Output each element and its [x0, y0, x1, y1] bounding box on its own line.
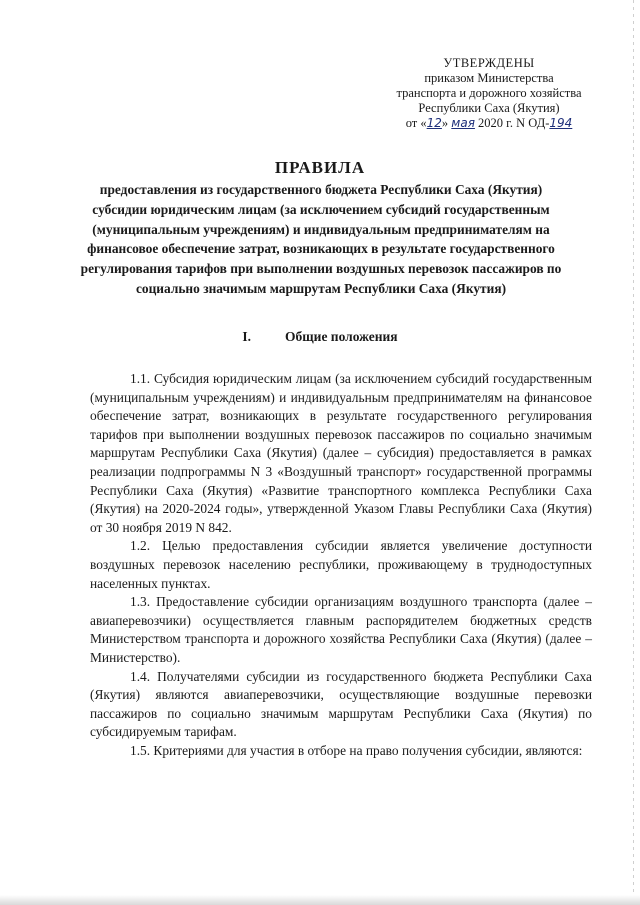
approval-heading: УТВЕРЖДЕНЫ: [443, 56, 535, 70]
paragraph-1-4: 1.4. Получателями субсидии из государственного бюджета Республики Саха (Якутия) являются авиаперевозчики, осуществляющие воздушные перевозки пассажиров по социально значимым маршрутам Республики Саха (Якутия) по субсидируемым тарифам.: [90, 668, 592, 740]
approval-republic-line: Республики Саха (Якутия): [418, 101, 560, 115]
section-heading: [80, 329, 560, 345]
scan-edge-line: [633, 0, 634, 905]
handwritten-day: 12: [426, 116, 442, 130]
date-suffix: 2020 г. N ОД-: [474, 116, 550, 130]
approval-stamp: [370, 56, 608, 131]
paragraph-1-5: 1.5. Критериями для участия в отборе на право получения субсидии, являются:: [130, 742, 583, 758]
date-mid: »: [441, 116, 452, 130]
paragraph-1-1: 1.1. Субсидия юридическим лицам (за исключением субсидий государственным (муниципальным учреждениям) и индивидуальным предпринимателям на финансовое обеспечение затрат, возникающих в результате государственного регулирования тарифов при выполнении воздушных перевозок пассажиров по социально значимым маршрутам Республики Саха (Якутия) (далее – субсидия) предоставляется в рамках реализации подпрограммы N 3 «Воздушный транспорт» государственной программы Республики Саха (Якутия) «Развитие транспортного комплекса Республики Саха (Якутия) на 2020-2024 годы», утвержденной Указом Главы Республики Саха (Якутия) от 30 ноября 2019 N 842.: [90, 371, 592, 535]
handwritten-order-number: 194: [549, 116, 573, 130]
document-subtitle: предоставления из государственного бюджета Республики Саха (Якутия) субсидии юридическим лицам (за исключением субсидий государственным (муниципальным учреждениям) и индивидуальным предпринимателям на финансовое обеспечение затрат, возникающих в результате государственного регулирования тарифов при выполнении воздушных перевозок пассажиров по социально значимым маршрутам Республики Саха (Якутия): [80, 182, 562, 296]
document-title: ПРАВИЛА: [274, 158, 366, 177]
paragraph-1-2: 1.2. Целью предоставления субсидии является увеличение доступности воздушных перевозок населению республики, проживающему в труднодоступных населенных пунктах.: [90, 538, 592, 591]
handwritten-month: мая: [451, 116, 475, 130]
approval-ministry-line: транспорта и дорожного хозяйства: [396, 86, 582, 100]
approval-date-line: [370, 116, 608, 131]
date-prefix: от «: [405, 116, 427, 130]
scan-bottom-shadow: [0, 895, 640, 905]
approval-order-line: приказом Министерства: [424, 71, 554, 85]
section-title: Общие положения: [285, 329, 398, 344]
paragraph-1-3: 1.3. Предоставление субсидии организациям воздушного транспорта (далее – авиаперевозчики) осуществляется главным распорядителем бюджетных средств Министерством транспорта и дорожного хозяйства Республики Саха (Якутия) (далее – Министерство).: [90, 594, 592, 665]
document-body: [90, 370, 592, 760]
section-number: I.: [242, 329, 252, 344]
